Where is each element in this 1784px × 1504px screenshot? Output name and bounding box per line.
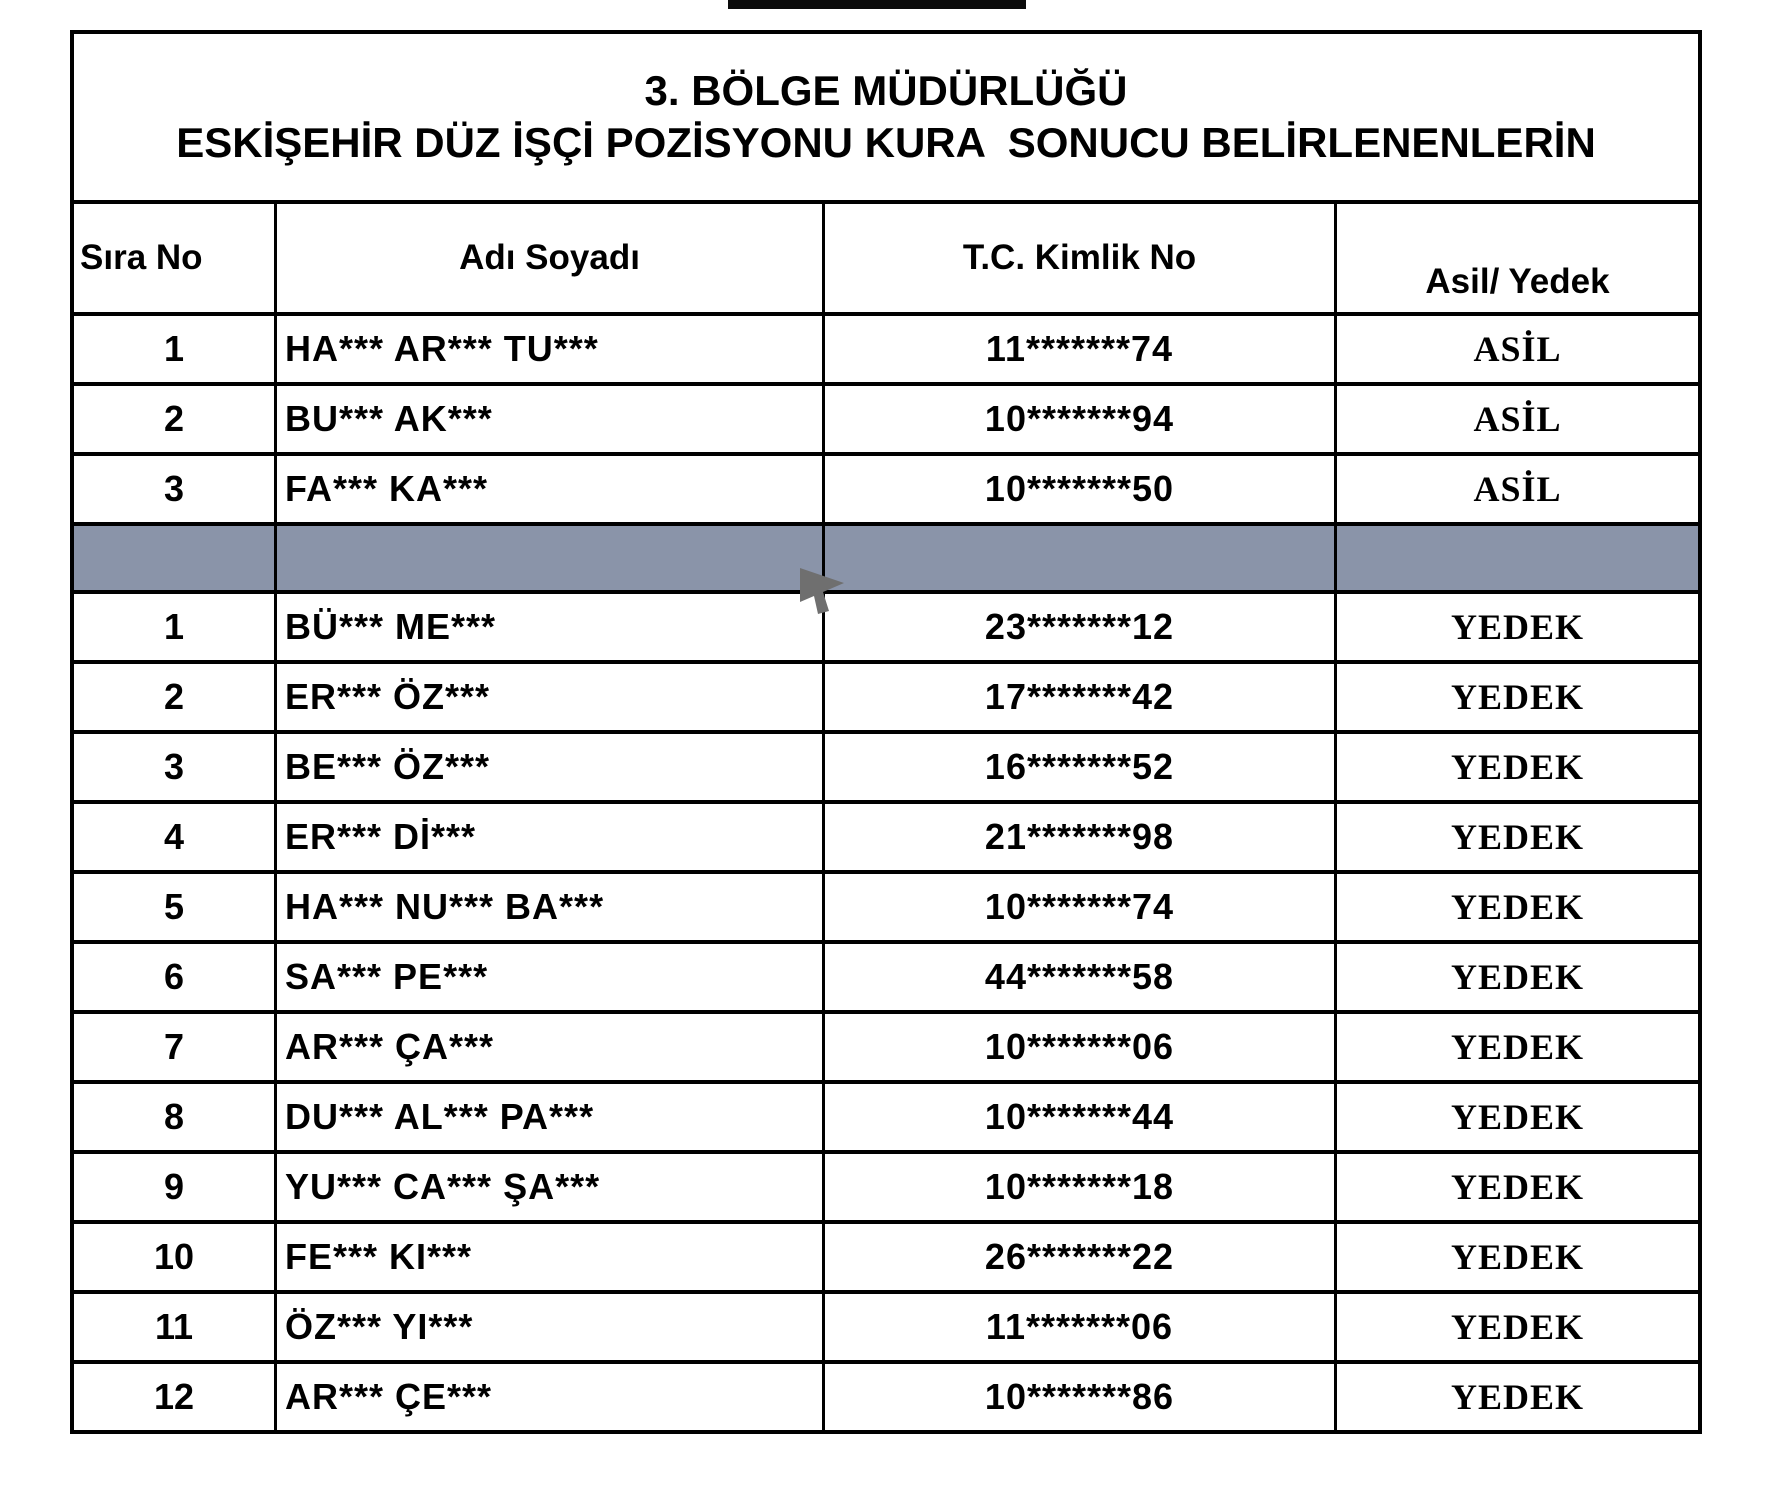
- cell-sira-no: 4: [163, 816, 185, 857]
- cell-tc-no: 44*******58: [822, 944, 1334, 1010]
- cell-sira-no: 3: [163, 746, 185, 787]
- table-title-block: [74, 34, 1698, 200]
- cell-tc-no: 26*******22: [822, 1224, 1334, 1290]
- separator-cell: [1334, 526, 1698, 590]
- cell-status: YEDEK: [1334, 734, 1698, 800]
- cell-status: YEDEK: [1334, 1014, 1698, 1080]
- cell-tc-no: 10*******50: [822, 456, 1334, 522]
- cell-name: HA*** NU*** BA***: [274, 874, 822, 940]
- cell-status: YEDEK: [1334, 594, 1698, 660]
- yedek-table-row: [74, 1290, 1698, 1360]
- yedek-table-row: [74, 730, 1698, 800]
- yedek-table-row: [74, 800, 1698, 870]
- cell-tc-no: 16*******52: [822, 734, 1334, 800]
- cell-sira-no: 2: [163, 676, 185, 717]
- cell-status: YEDEK: [1334, 664, 1698, 730]
- cell-status: YEDEK: [1334, 1364, 1698, 1430]
- header-asil-yedek: Asil/ Yedek: [1334, 204, 1698, 312]
- cell-name: BE*** ÖZ***: [274, 734, 822, 800]
- cell-tc-no: 10*******74: [822, 874, 1334, 940]
- cell-tc-no: 10*******94: [822, 386, 1334, 452]
- table-header-row: [74, 200, 1698, 312]
- cell-tc-no: 10*******86: [822, 1364, 1334, 1430]
- header-tc-kimlik: T.C. Kimlik No: [822, 204, 1334, 312]
- cell-sira-no: 10: [153, 1236, 195, 1277]
- separator-cell: [274, 526, 822, 590]
- cell-name: YU*** CA*** ŞA***: [274, 1154, 822, 1220]
- kura-sonuc-table: [70, 30, 1702, 1434]
- cell-tc-no: 23*******12: [822, 594, 1334, 660]
- cell-status: YEDEK: [1334, 1224, 1698, 1290]
- yedek-table-row: [74, 1010, 1698, 1080]
- cell-name: FE*** KI***: [274, 1224, 822, 1290]
- cell-name: BU*** AK***: [274, 386, 822, 452]
- cell-sira-no: 1: [163, 328, 185, 369]
- cell-tc-no: 10*******06: [822, 1014, 1334, 1080]
- cell-tc-no: 21*******98: [822, 804, 1334, 870]
- cell-status: ASİL: [1334, 386, 1698, 452]
- cell-name: ÖZ*** YI***: [274, 1294, 822, 1360]
- yedek-table-row: [74, 1150, 1698, 1220]
- window-artifact-bar: [728, 0, 1026, 9]
- yedek-table-row: [74, 940, 1698, 1010]
- cell-status: YEDEK: [1334, 874, 1698, 940]
- title-line-1: 3. BÖLGE MÜDÜRLÜĞÜ: [644, 66, 1128, 114]
- cell-sira-no: 8: [163, 1096, 185, 1137]
- cell-status: YEDEK: [1334, 804, 1698, 870]
- cell-name: SA*** PE***: [274, 944, 822, 1010]
- cell-name: AR*** ÇE***: [274, 1364, 822, 1430]
- separator-row: [74, 522, 1698, 590]
- cell-status: YEDEK: [1334, 1084, 1698, 1150]
- yedek-table-row: [74, 1360, 1698, 1430]
- cell-sira-no: 9: [163, 1166, 185, 1207]
- cell-tc-no: 10*******18: [822, 1154, 1334, 1220]
- cell-sira-no: 1: [163, 606, 185, 647]
- cell-name: AR*** ÇA***: [274, 1014, 822, 1080]
- cell-sira-no: 11: [154, 1306, 194, 1347]
- yedek-table-row: [74, 1220, 1698, 1290]
- cell-status: YEDEK: [1334, 944, 1698, 1010]
- cell-tc-no: 11*******06: [822, 1294, 1334, 1360]
- cell-name: FA*** KA***: [274, 456, 822, 522]
- cell-sira-no: 7: [163, 1026, 185, 1067]
- yedek-table-row: [74, 590, 1698, 660]
- yedek-table-row: [74, 1080, 1698, 1150]
- asil-table-row: [74, 382, 1698, 452]
- cell-status: YEDEK: [1334, 1294, 1698, 1360]
- cell-tc-no: 11*******74: [822, 316, 1334, 382]
- cell-sira-no: 5: [163, 886, 185, 927]
- cell-status: YEDEK: [1334, 1154, 1698, 1220]
- cell-name: DU*** AL*** PA***: [274, 1084, 822, 1150]
- asil-table-row: [74, 312, 1698, 382]
- cell-sira-no: 3: [163, 468, 185, 509]
- cell-status: ASİL: [1334, 456, 1698, 522]
- cell-tc-no: 17*******42: [822, 664, 1334, 730]
- cell-name: BÜ*** ME***: [274, 594, 822, 660]
- cell-name: ER*** Dİ***: [274, 804, 822, 870]
- asil-table-row: [74, 452, 1698, 522]
- separator-cell: [822, 526, 1334, 590]
- cell-tc-no: 10*******44: [822, 1084, 1334, 1150]
- cell-sira-no: 12: [153, 1376, 195, 1417]
- cell-sira-no: 6: [163, 956, 185, 997]
- header-adi-soyadi: Adı Soyadı: [274, 204, 822, 312]
- yedek-table-row: [74, 870, 1698, 940]
- title-line-2: ESKİŞEHİR DÜZ İŞÇİ POZİSYONU KURA SONUCU BELİRLENENLERİN: [176, 119, 1596, 166]
- separator-cell: [74, 526, 274, 590]
- header-sira-no: Sıra No: [80, 238, 203, 277]
- yedek-table-row: [74, 660, 1698, 730]
- cell-name: HA*** AR*** TU***: [274, 316, 822, 382]
- cell-name: ER*** ÖZ***: [274, 664, 822, 730]
- cell-status: ASİL: [1334, 316, 1698, 382]
- cell-sira-no: 2: [163, 398, 185, 439]
